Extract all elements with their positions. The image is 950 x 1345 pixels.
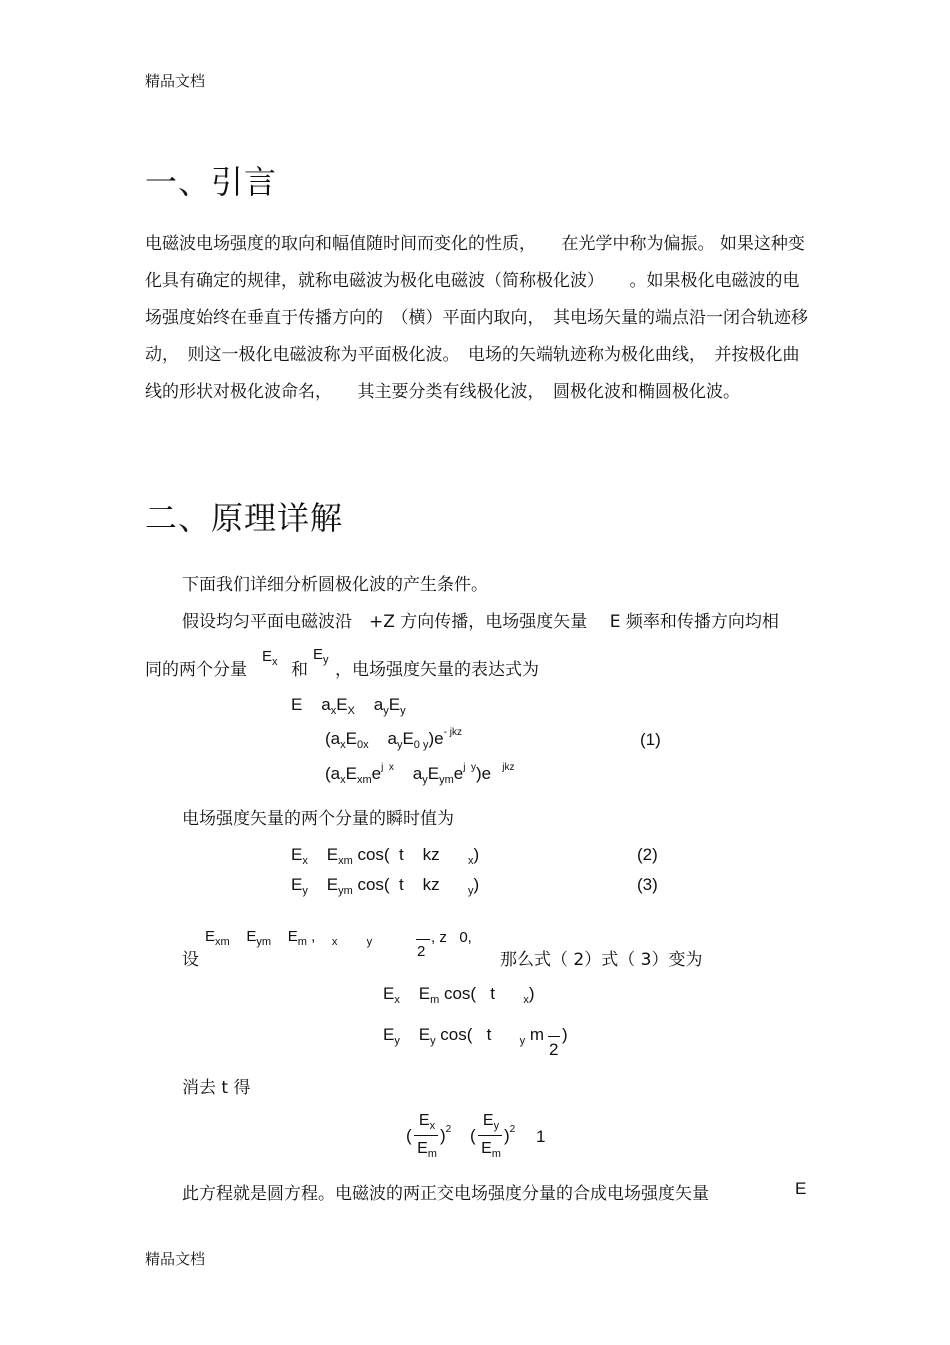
- ex-symbol: $E_x$: [262, 648, 278, 668]
- ey-symbol: $E_y$: [313, 646, 329, 666]
- introduction-paragraph: 电磁波电场强度的取向和幅值随时间而变化的性质， 在光学中称为偏振。 如果这种变化具有确定的规律，就称电磁波为极化电磁波（简称极化波） 。如果极化电磁波的电场强度始终在垂直于传播方向的 （横）平面内取向， 其电场矢量的端点沿一闭合轨迹移动， 则这一极化电磁波称为平面极化波。 电场的矢端轨迹称为极化曲线， 并按极化曲线的形状对极化波命名， 其主要分类有线极化波， 圆极化波和椭圆极化波。: [145, 234, 808, 402]
- ey-close-paren: ): [562, 1025, 568, 1044]
- equation-1-number: (1): [640, 730, 661, 749]
- circle-eq-bar-1: [414, 1135, 438, 1136]
- equation-ey-transformed: $E_y$ $E_y$ cos( t $_y$ m: [383, 1025, 545, 1047]
- equation-3: $E_y$ $E_{ym}$ cos( t kz $_y$): [291, 875, 480, 897]
- circle-eq-num-2: $E_y$: [482, 1112, 500, 1132]
- conclusion-line-end: E: [795, 1179, 807, 1198]
- equation-2-number: (2): [637, 845, 658, 864]
- condition-suffix: 那么式（ 2）式（ 3）变为: [500, 950, 703, 970]
- circle-eq-open-2: (: [470, 1126, 476, 1145]
- conclusion-line: 此方程就是圆方程。电磁波的两正交电场强度分量的合成电场强度矢量: [182, 1184, 709, 1204]
- condition-prefix: 设: [182, 950, 199, 970]
- equation-3-number: (3): [637, 875, 658, 894]
- principle-line-3a: 同的两个分量: [145, 660, 247, 680]
- circle-eq-bar-2: [478, 1135, 502, 1136]
- principle-line-1: 下面我们详细分析圆极化波的产生条件。: [182, 575, 488, 595]
- condition-fraction-denominator: 2: [417, 943, 426, 960]
- equation-1-row-1: E $a_xE_X$ $a_yE_y$: [291, 695, 406, 717]
- circle-eq-close-2: )$^2$: [504, 1124, 516, 1145]
- condition-equation: $E_{xm}$ $E_{ym}$ $E_m$ , $_x$ $_y$: [205, 928, 373, 948]
- ey-fraction-denominator: 2: [549, 1040, 559, 1059]
- equation-1-row-3: ($a_xE_{xm}e^{j x}$ $a_yE_{ym}e^{j y})e$ $^{jkz}$: [325, 762, 515, 786]
- page-footer-label: 精品文档: [145, 1250, 206, 1268]
- equation-ex-transformed: $E_x$ $E_m$ cos( t $_x$): [383, 984, 535, 1006]
- principle-line-3c: ，电场强度矢量的表达式为: [335, 660, 539, 680]
- circle-eq-den-2: $E_m$: [481, 1140, 501, 1160]
- circle-eq-close-1: )$^2$: [440, 1124, 452, 1145]
- ey-fraction-bar: [548, 1036, 560, 1037]
- principle-line-4: 电场强度矢量的两个分量的瞬时值为: [182, 809, 454, 829]
- eliminate-t-line: 消去 t 得: [182, 1078, 251, 1098]
- section-title-introduction: 一、引言: [145, 163, 278, 201]
- circle-eq-den-1: $E_m$: [417, 1140, 437, 1160]
- equation-1-row-2: ($a_xE_{0x}$ $a_yE_{0 y})e^{- jkz}$: [325, 727, 462, 751]
- principle-line-2: 假设均匀平面电磁波沿 +Z 方向传播，电场强度矢量 E 频率和传播方向均相: [182, 612, 779, 632]
- circle-eq-rhs: 1: [536, 1127, 546, 1146]
- circle-eq-open-1: (: [406, 1126, 412, 1145]
- page-header-label: 精品文档: [145, 72, 206, 90]
- condition-fraction-bar: [416, 939, 430, 940]
- circle-eq-num-1: $E_x$: [418, 1112, 436, 1132]
- equation-2: $E_x$ $E_{xm}$ cos( t kz $_x$): [291, 845, 480, 867]
- condition-z-equals: , z 0,: [431, 929, 472, 946]
- section-title-principle: 二、原理详解: [145, 499, 344, 537]
- principle-line-3b: 和: [291, 660, 308, 680]
